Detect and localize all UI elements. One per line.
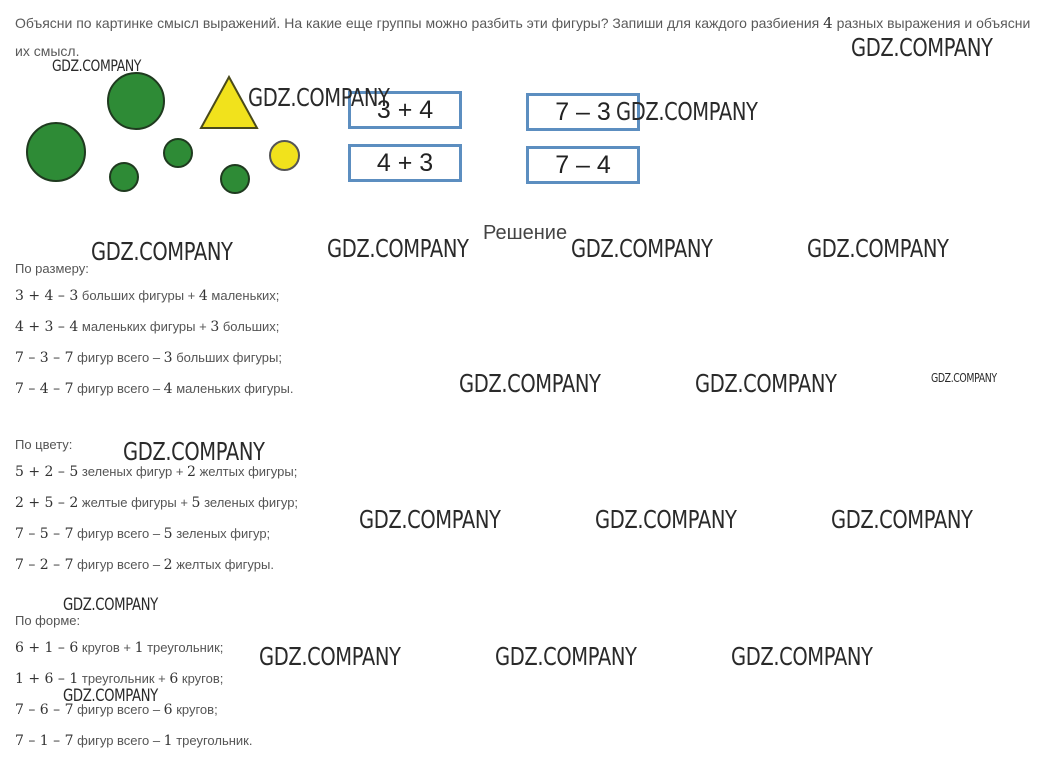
line-tail: зеленых фигур; — [172, 526, 271, 541]
number: 1 — [134, 640, 144, 656]
line-tail: маленьких; — [207, 288, 280, 303]
watermark: GDZ.COMPANY — [851, 33, 993, 62]
line-tail: кругов; — [178, 671, 224, 686]
number: 1 — [163, 733, 173, 749]
line-text: желтые фигуры + — [78, 495, 192, 510]
solution-line — [15, 640, 223, 656]
watermark: GDZ.COMPANY — [91, 237, 233, 266]
expression: 4 + 3 – 4 — [15, 319, 79, 335]
expression: 7 – 5 – 7 — [15, 526, 74, 542]
expression: 2 + 5 – 2 — [15, 495, 79, 511]
expression: 7 – 1 – 7 — [15, 733, 74, 749]
number: 5 — [163, 526, 173, 542]
solution-heading: Решение — [483, 222, 568, 244]
watermark: GDZ.COMPANY — [495, 642, 637, 671]
expression-box-3: 7 – 3 — [526, 93, 640, 131]
watermark: GDZ.COMPANY — [807, 234, 949, 263]
watermark: GDZ.COMPANY — [123, 437, 265, 466]
line-tail: больших фигуры; — [172, 350, 282, 365]
watermark: GDZ.COMPANY — [327, 234, 469, 263]
line-text: кругов + — [78, 640, 135, 655]
watermark: GDZ.COMPANY — [63, 595, 158, 615]
line-tail: кругов; — [172, 702, 218, 717]
expression: 6 + 1 – 6 — [15, 640, 79, 656]
line-text: фигур всего – — [73, 702, 164, 717]
solution-line — [15, 557, 274, 573]
large-green-circle-icon — [107, 72, 165, 130]
line-text: маленьких фигуры + — [78, 319, 211, 334]
line-text: треугольник + — [78, 671, 170, 686]
task-part2: разных выражения и объясни их смысл. — [15, 15, 1031, 59]
small-green-circle-icon — [220, 164, 250, 194]
watermark: GDZ.COMPANY — [259, 642, 401, 671]
line-tail: маленьких фигуры. — [172, 381, 294, 396]
line-text: больших фигуры + — [78, 288, 199, 303]
expression: 7 – 2 – 7 — [15, 557, 74, 573]
solution-line — [15, 288, 279, 304]
line-text: фигур всего – — [73, 381, 164, 396]
number: 4 — [198, 288, 208, 304]
number: 3 — [210, 319, 220, 335]
expression: 3 + 4 – 3 — [15, 288, 79, 304]
solution-line — [15, 526, 270, 542]
section-title-color: По цвету: — [15, 437, 73, 452]
watermark: GDZ.COMPANY — [695, 369, 837, 398]
number: 6 — [163, 702, 173, 718]
line-tail: зеленых фигур; — [200, 495, 299, 510]
line-text: зеленых фигур + — [78, 464, 188, 479]
line-tail: больших; — [219, 319, 280, 334]
solution-line — [15, 733, 252, 749]
line-tail: треугольник; — [143, 640, 224, 655]
solution-line — [15, 381, 293, 397]
task-part1: Объясни по картинке смысл выражений. На какие еще группы можно разбить эти фигуры? Запиши для каждого разбиения — [15, 15, 824, 31]
task-number: 4 — [823, 14, 833, 32]
expression: 7 – 4 – 7 — [15, 381, 74, 397]
expression: 7 – 3 – 7 — [15, 350, 74, 366]
solution-line — [15, 350, 282, 366]
small-green-circle-icon — [109, 162, 139, 192]
number: 4 — [163, 381, 173, 397]
number: 2 — [163, 557, 173, 573]
watermark: GDZ.COMPANY — [248, 83, 390, 112]
line-tail: желтых фигуры. — [172, 557, 274, 572]
expression: 5 + 2 – 5 — [15, 464, 79, 480]
line-text: фигур всего – — [73, 350, 164, 365]
watermark: GDZ.COMPANY — [831, 505, 973, 534]
watermark: GDZ.COMPANY — [931, 371, 997, 385]
small-green-circle-icon — [163, 138, 193, 168]
watermark: GDZ.COMPANY — [731, 642, 873, 671]
number: 6 — [169, 671, 179, 687]
expression: 1 + 6 – 1 — [15, 671, 79, 687]
number: 5 — [191, 495, 201, 511]
line-text: фигур всего – — [73, 557, 164, 572]
line-text: фигур всего – — [73, 733, 164, 748]
line-tail: желтых фигуры; — [195, 464, 298, 479]
number: 2 — [187, 464, 196, 480]
solution-line — [15, 319, 279, 335]
expression: 7 – 6 – 7 — [15, 702, 74, 718]
solution-line — [15, 464, 297, 480]
expression-box-2: 4 + 3 — [348, 144, 462, 182]
watermark: GDZ.COMPANY — [595, 505, 737, 534]
expression-box-1: 3 + 4 — [348, 91, 462, 129]
line-text: фигур всего – — [73, 526, 164, 541]
small-yellow-circle-icon — [269, 140, 300, 171]
section-title-size: По размеру: — [15, 261, 89, 276]
watermark: GDZ.COMPANY — [571, 234, 713, 263]
watermark: GDZ.COMPANY — [459, 369, 601, 398]
line-tail: треугольник. — [172, 733, 253, 748]
large-green-circle-icon — [26, 122, 86, 182]
expression-box-4: 7 – 4 — [526, 146, 640, 184]
solution-line — [15, 495, 298, 511]
solution-line — [15, 671, 223, 687]
watermark: GDZ.COMPANY — [63, 686, 158, 706]
watermark: GDZ.COMPANY — [52, 56, 142, 75]
watermark: GDZ.COMPANY — [616, 97, 758, 126]
section-title-shape: По форме: — [15, 613, 81, 628]
watermark: GDZ.COMPANY — [359, 505, 501, 534]
number: 3 — [163, 350, 173, 366]
